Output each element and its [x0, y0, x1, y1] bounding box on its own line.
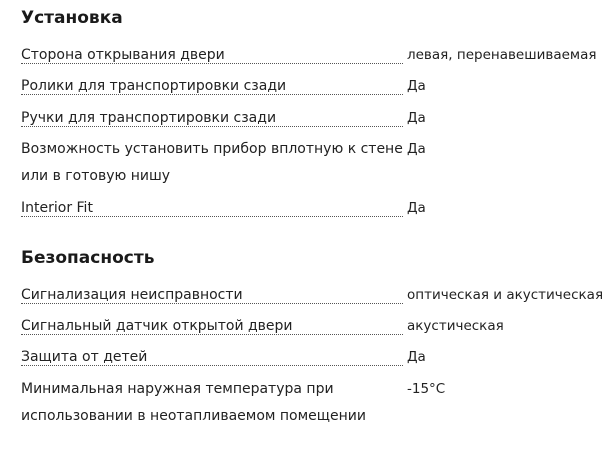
spec-label-line: или в готовую нишу	[21, 168, 171, 184]
spec-value: левая, перенавешиваемая	[407, 47, 597, 63]
spec-value: Да	[407, 349, 426, 365]
spec-value: Да	[407, 200, 426, 216]
spec-label: Interior Fit	[21, 200, 93, 216]
spec-label-line: использовании в неотапливаемом помещении	[21, 408, 366, 424]
spec-label-line: Возможность установить прибор вплотную к стене	[21, 141, 403, 157]
spec-value: акустическая	[407, 318, 504, 334]
spec-value: -15°C	[407, 381, 446, 397]
spec-label: Ролики для транспортировки сзади	[21, 78, 287, 94]
spec-label: Сигнализация неисправности	[21, 287, 243, 303]
section-title-safety: Безопасность	[21, 248, 155, 268]
spec-label: Сигнальный датчик открытой двери	[21, 318, 293, 334]
spec-label: Сторона открывания двери	[21, 47, 225, 63]
spec-value: Да	[407, 110, 426, 126]
spec-label-line: Минимальная наружная температура при	[21, 381, 334, 397]
spec-label: Ручки для транспортировки сзади	[21, 110, 277, 126]
spec-label	[21, 136, 403, 190]
spec-value: Да	[407, 78, 426, 94]
spec-label	[21, 376, 403, 430]
spec-label: Защита от детей	[21, 349, 148, 365]
section-title-installation: Установка	[21, 8, 123, 28]
spec-value: Да	[407, 141, 426, 157]
spec-value: оптическая и акустическая	[407, 287, 604, 303]
